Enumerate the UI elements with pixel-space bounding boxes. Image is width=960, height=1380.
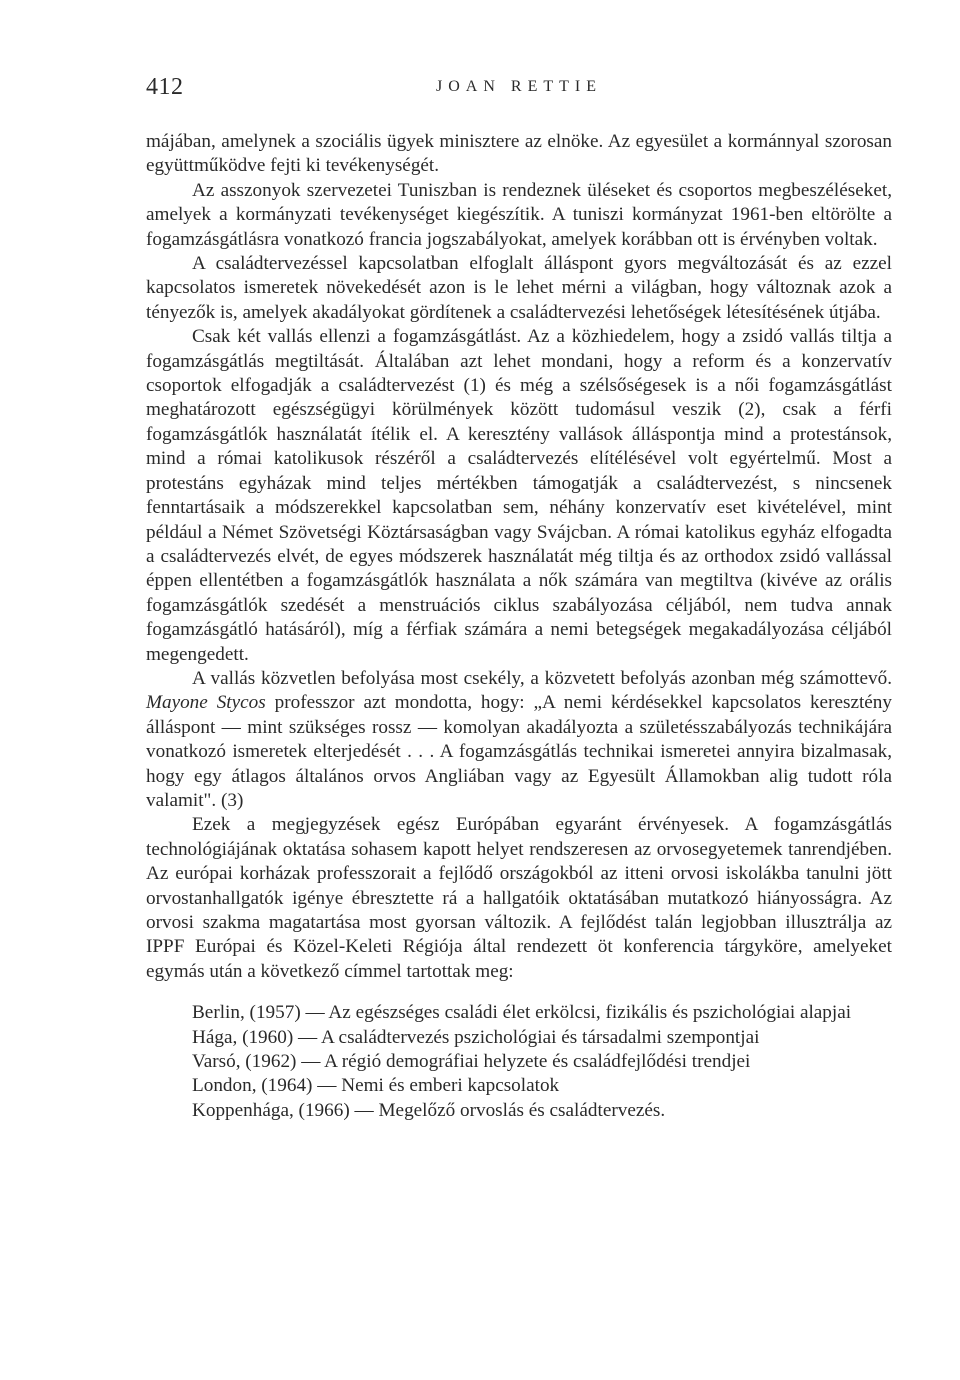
paragraph-attitude-change: A családtervezéssel kapcsolatban elfoglalt álláspont gyors megváltozását és az ezzel kapcsolatos ismeretek növekedését azon is le lehet mérni a világban, hogy változnak azok a tényezők is, amelyek akadályokat gördítenek a családtervezési lehetőségek létesítésének útjába. — [146, 253, 892, 323]
conference-entry: Varsó, (1962) — A régió demográfiai helyzete és családfejlődési trendjei — [192, 1051, 751, 1073]
paragraph-continuation: májában, amelynek a szociális ügyek minisztere az elnöke. Az egyesület a kormánnyal szorosan együttműködve fejti ki tevékenységét. — [146, 131, 892, 177]
cited-author: Mayone Stycos — [146, 692, 266, 714]
quote-text: professzor azt mondotta, hogy: „A nemi kérdésekkel kapcsolatos keresztény álláspont — mint szükséges rossz — komolyan akadályozta a születésszabályozás technikájára vonatkozó ismeretek elterjedését . . . A fogamzásgátlás technikai ismeretei annyira bizalmasak, hogy egy átlagos általános orvos Angliában vagy az Egyesült Államokban alig tudott róla valamit". (3) — [146, 692, 892, 811]
running-title: JOAN RETTIE — [436, 78, 602, 95]
conference-list — [146, 1001, 892, 1123]
quote-intro: A vallás közvetlen befolyása most csekély, a közvetett befolyás azonban még számottevő. — [192, 667, 892, 689]
page-number: 412 — [146, 74, 184, 100]
conference-entry: London, (1964) — Nemi és emberi kapcsolatok — [192, 1075, 560, 1097]
conference-entry: Koppenhága, (1966) — Megelőző orvoslás és családtervezés. — [192, 1099, 666, 1121]
conference-entry: Hága, (1960) — A családtervezés pszichológiai és társadalmi szempontjai — [192, 1026, 760, 1048]
paragraph-medical-education: Ezek a megjegyzések egész Európában egyaránt érvényesek. A fogamzásgátlás technológiájának oktatása sohasem kapott helyet rendszeresen az orvosegyetemek tanrendjében. Az európai korházak professzorait a fejlődő országokból az itteni orvosi iskolákba tanulni jött orvostanhallgatók igénye ébresztette rá a hallgatóik oktatásában mutatkozó hiányosságra. Az orvosi szakma magatartása most gyorsan változik. A fejlődést talán legjobban illusztrálja az IPPF Európai és Közel-Keleti Régiója által rendezett öt konferencia tárgyköre, amelyeket egymás után a következő címmel tartottak meg: — [146, 814, 892, 982]
paragraph-tunisia: Az asszonyok szervezetei Tuniszban is rendeznek üléseket és csoportos megbeszéléseket, amelyek a kormányzati tevékenységet kiegészítik. A tuniszi kormányzat 1961-ben eltörölte a fogamzásgátlásra vonatkozó francia jogszabályokat, amelyek korábban ott is érvényben voltak. — [146, 179, 892, 250]
paragraph-religious-influence — [146, 667, 892, 813]
conference-entry: Berlin, (1957) — Az egészséges családi élet erkölcsi, fizikális és pszichológiai alapjai — [192, 1002, 852, 1024]
running-head — [146, 74, 892, 108]
body-text — [146, 130, 892, 1123]
paragraph-religions: Csak két vallás ellenzi a fogamzásgátlást. Az a közhiedelem, hogy a zsidó vallás tiltja a fogamzásgátlás megtiltását. Általában azt lehet mondani, hogy a reform és a konzervatív csoportok elfogadják a családtervezést (1) és még a szélsőségesek is a női fogamzásgátlást meghatározott egészségügyi körülmények között tudomásul veszik (2), csak a férfi fogamzásgátlók használatát ítélik el. A keresztény vallások álláspontja mind a protestánsok, mind a római katolikusok részéről a családtervezés elítélésével volt egyértelmű. Most a protestáns egyházak mind teljes mértékben támogatják a családtervezést, s nincsenek fenntartásaik a módszerekkel kapcsolatban sem, néhány konzervatív eset kivételével, mint például a Német Szövetségi Köztársaságban vagy Svájcban. A római katolikus egyház elfogadta a családtervezés elvét, de egyes módszerek használatát még tiltja és az orthodox zsidó vallással éppen ellentétben a fogamzásgátlók használata a nők számára van megtiltva (kivéve az orális fogamzásgátlók szedését a menstruációs ciklus szabályozása céljából, nem tudva annak fogamzásgátló hatásáról), míg a férfiak számára a nemi betegségek megakadályozása céljából megengedett. — [146, 326, 892, 665]
